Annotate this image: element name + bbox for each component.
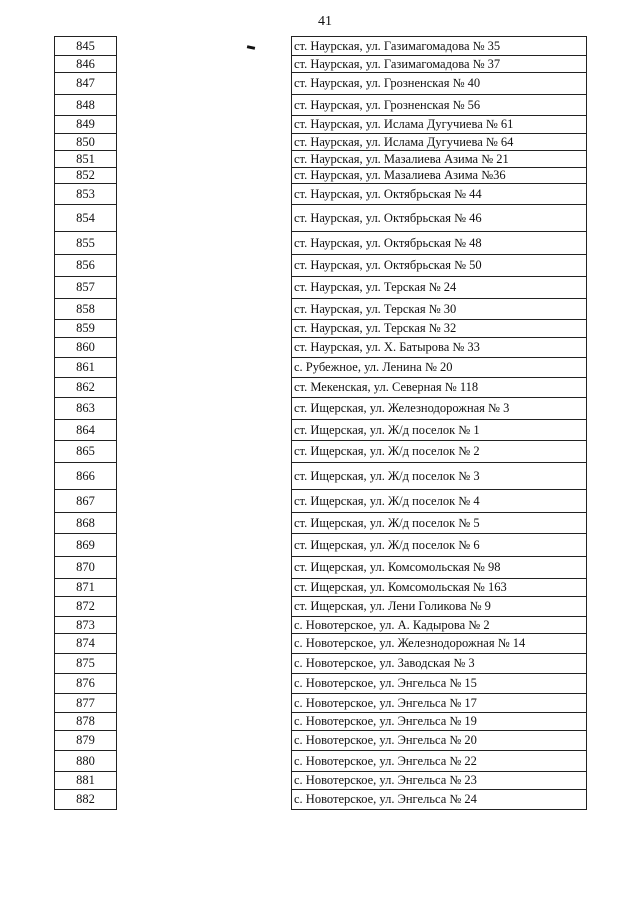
address-cell: ст. Ищерская, ул. Железнодорожная № 3 [292,398,586,420]
row-number-cell: 860 [55,338,116,358]
row-number-cell: 864 [55,420,116,441]
row-number-cell: 863 [55,398,116,420]
address-cell: с. Новотерское, ул. Энгельса № 22 [292,751,586,772]
row-number-cell: 845 [55,37,116,56]
address-cell: с. Новотерское, ул. Энгельса № 19 [292,713,586,731]
row-number-cell: 879 [55,731,116,751]
address-column [291,36,587,810]
row-number-cell: 854 [55,205,116,232]
row-number-cell: 874 [55,634,116,654]
row-number-cell: 869 [55,534,116,557]
row-number-cell: 875 [55,654,116,674]
address-cell: с. Новотерское, ул. Энгельса № 23 [292,772,586,790]
row-number-cell: 861 [55,358,116,378]
address-cell: ст. Ищерская, ул. Ж/д поселок № 1 [292,420,586,441]
row-number-cell: 857 [55,277,116,299]
address-cell: ст. Наурская, ул. Терская № 24 [292,277,586,299]
row-number-cell: 846 [55,56,116,73]
address-cell: ст. Наурская, ул. Газимагомадова № 37 [292,56,586,73]
address-cell: с. Новотерское, ул. Энгельса № 24 [294,792,477,806]
address-cell: ст. Ищерская, ул. Ж/д поселок № 5 [292,513,586,534]
address-cell: ст. Наурская, ул. Октябрьская № 48 [292,232,586,255]
address-cell: ст. Наурская, ул. Ислама Дугучиева № 61 [292,116,586,134]
address-cell: ст. Наурская, ул. Ислама Дугучиева № 64 [292,134,586,151]
row-number-cell: 848 [55,95,116,116]
address-cell: ст. Наурская, ул. Газимагомадова № 35 [292,37,586,56]
row-number-cell: 849 [55,116,116,134]
address-cell: ст. Наурская, ул. Терская № 30 [292,299,586,320]
address-cell: ст. Ищерская, ул. Ж/д поселок № 2 [292,441,586,463]
address-cell: с. Новотерское, ул. А. Кадырова № 2 [292,617,586,634]
address-cell: ст. Ищерская, ул. Ж/д поселок № 4 [292,490,586,513]
address-cell: ст. Ищерская, ул. Комсомольская № 98 [292,557,586,579]
row-number-cell: 853 [55,184,116,205]
row-number-cell: 859 [55,320,116,338]
address-cell: с. Новотерское, ул. Энгельса № 15 [292,674,586,694]
address-cell: ст. Наурская, ул. Грозненская № 40 [292,73,586,95]
row-number-cell: 850 [55,134,116,151]
address-cell: ст. Наурская, ул. Терская № 32 [292,320,586,338]
stray-mark [247,45,255,50]
row-number-cell: 881 [55,772,116,790]
row-number-cell: 862 [55,378,116,398]
address-cell: ст. Наурская, ул. Мазалиева Азима №36 [292,168,586,184]
row-number-cell: 872 [55,597,116,617]
row-number-cell: 858 [55,299,116,320]
address-cell: ст. Ищерская, ул. Комсомольская № 163 [292,579,586,597]
row-number-cell: 866 [55,463,116,490]
address-cell: с. Новотерское, ул. Энгельса № 17 [292,694,586,713]
address-cell: с. Новотерское, ул. Энгельса № 20 [292,731,586,751]
address-cell: ст. Наурская, ул. Октябрьская № 50 [292,255,586,277]
address-cell: ст. Наурская, ул. Октябрьская № 46 [292,205,586,232]
row-number-cell: 868 [55,513,116,534]
row-number-cell: 856 [55,255,116,277]
row-number-cell: 855 [55,232,116,255]
address-cell: ст. Мекенская, ул. Северная № 118 [292,378,586,398]
page-number: 41 [318,14,332,29]
address-cell: ст. Ищерская, ул. Лени Голикова № 9 [292,597,586,617]
row-number-column [54,36,117,810]
address-cell: ст. Наурская, ул. Х. Батырова № 33 [292,338,586,358]
row-number-cell: 867 [55,490,116,513]
row-number-cell: 851 [55,151,116,168]
address-cell: ст. Наурская, ул. Грозненская № 56 [292,95,586,116]
row-number-cell: 876 [55,674,116,694]
row-number-cell: 882 [76,792,95,806]
address-cell: с. Новотерское, ул. Заводская № 3 [292,654,586,674]
row-number-cell: 852 [55,168,116,184]
row-number-cell: 871 [55,579,116,597]
row-number-cell: 865 [55,441,116,463]
row-number-cell: 878 [55,713,116,731]
row-number-cell: 877 [55,694,116,713]
address-cell: с. Рубежное, ул. Ленина № 20 [292,358,586,378]
row-number-cell: 870 [55,557,116,579]
row-number-cell: 847 [55,73,116,95]
address-cell: с. Новотерское, ул. Железнодорожная № 14 [292,634,586,654]
address-cell: ст. Наурская, ул. Мазалиева Азима № 21 [292,151,586,168]
address-cell: ст. Наурская, ул. Октябрьская № 44 [292,184,586,205]
address-cell: ст. Ищерская, ул. Ж/д поселок № 6 [292,534,586,557]
row-number-cell: 880 [55,751,116,772]
address-cell: ст. Ищерская, ул. Ж/д поселок № 3 [292,463,586,490]
row-number-cell: 873 [55,617,116,634]
